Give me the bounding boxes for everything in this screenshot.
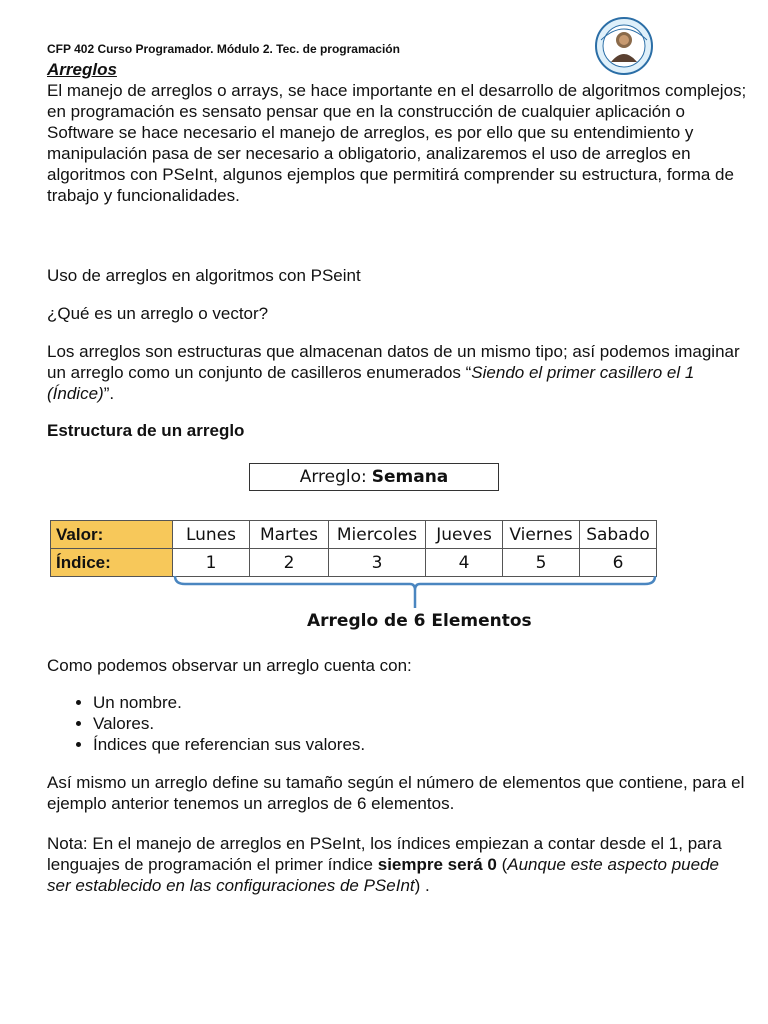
index-cell: 1 bbox=[173, 549, 250, 577]
subtitle-text: Uso de arreglos en algoritmos con PSeint bbox=[47, 266, 361, 285]
index-cell: 6 bbox=[580, 549, 657, 577]
note-paragraph: Nota: En el manejo de arreglos en PSeInt, los índices empiezan a contar desde el 1, para lenguajes de programación el primer índice siempre será 0 (Aunque este aspecto puede ser establecido en las configuraciones de PSeInt) . bbox=[47, 834, 722, 895]
array-table bbox=[50, 520, 657, 577]
feature-list bbox=[47, 692, 365, 755]
value-row bbox=[51, 521, 657, 549]
index-cell: 4 bbox=[426, 549, 503, 577]
value-cell: Lunes bbox=[173, 521, 250, 549]
array-name-prefix: Arreglo: bbox=[299, 467, 367, 487]
index-cell: 3 bbox=[329, 549, 426, 577]
index-cell: 2 bbox=[250, 549, 329, 577]
intro-paragraph: El manejo de arreglos o arrays, se hace importante en el desarrollo de algoritmos complejos; en programación es sensato pensar que en la construcción de cualquier aplicación o Software se hace necesario el manejo de arreglos, es por ello que su entendimiento y manipulación pasa de ser necesario a obligatorio, analizaremos el uso de arreglos en algoritmos con PSeInt, algunos ejemplos que permitirá comprender su estructura, forma de trabajo y funcionalidades. bbox=[47, 81, 747, 205]
size-paragraph: Así mismo un arreglo define su tamaño según el número de elementos que contiene, para el ejemplo anterior tenemos un arreglos de 6 elementos. bbox=[47, 773, 745, 813]
definition-paragraph: Los arreglos son estructuras que almacenan datos de un mismo tipo; así podemos imaginar un arreglo como un conjunto de casilleros enumerados “Siendo el primer casillero el 1 (Índice)”. bbox=[47, 342, 740, 403]
array-brace bbox=[170, 574, 660, 614]
structure-heading: Estructura de un arreglo bbox=[47, 421, 245, 440]
observe-text: Como podemos observar un arreglo cuenta con: bbox=[47, 656, 412, 675]
array-name-box bbox=[249, 463, 499, 491]
index-row bbox=[51, 549, 657, 577]
list-item: • Un nombre. bbox=[93, 692, 365, 713]
value-cell: Viernes bbox=[503, 521, 580, 549]
value-cell: Miercoles bbox=[329, 521, 426, 549]
value-cell: Sabado bbox=[580, 521, 657, 549]
page-header: CFP 402 Curso Programador. Módulo 2. Tec. de programación bbox=[47, 42, 400, 56]
index-cell: 5 bbox=[503, 549, 580, 577]
list-item: • Valores. bbox=[93, 713, 365, 734]
value-cell: Martes bbox=[250, 521, 329, 549]
question-text: ¿Qué es un arreglo o vector? bbox=[47, 304, 269, 323]
section-title: Arreglos bbox=[47, 60, 117, 79]
value-cell: Jueves bbox=[426, 521, 503, 549]
school-logo bbox=[591, 16, 657, 76]
value-label: Valor: bbox=[51, 521, 173, 549]
array-name: Semana bbox=[371, 467, 449, 487]
array-caption: Arreglo de 6 Elementos bbox=[307, 611, 532, 631]
list-item: • Índices que referencian sus valores. bbox=[93, 734, 365, 755]
index-label: Índice: bbox=[51, 549, 173, 577]
